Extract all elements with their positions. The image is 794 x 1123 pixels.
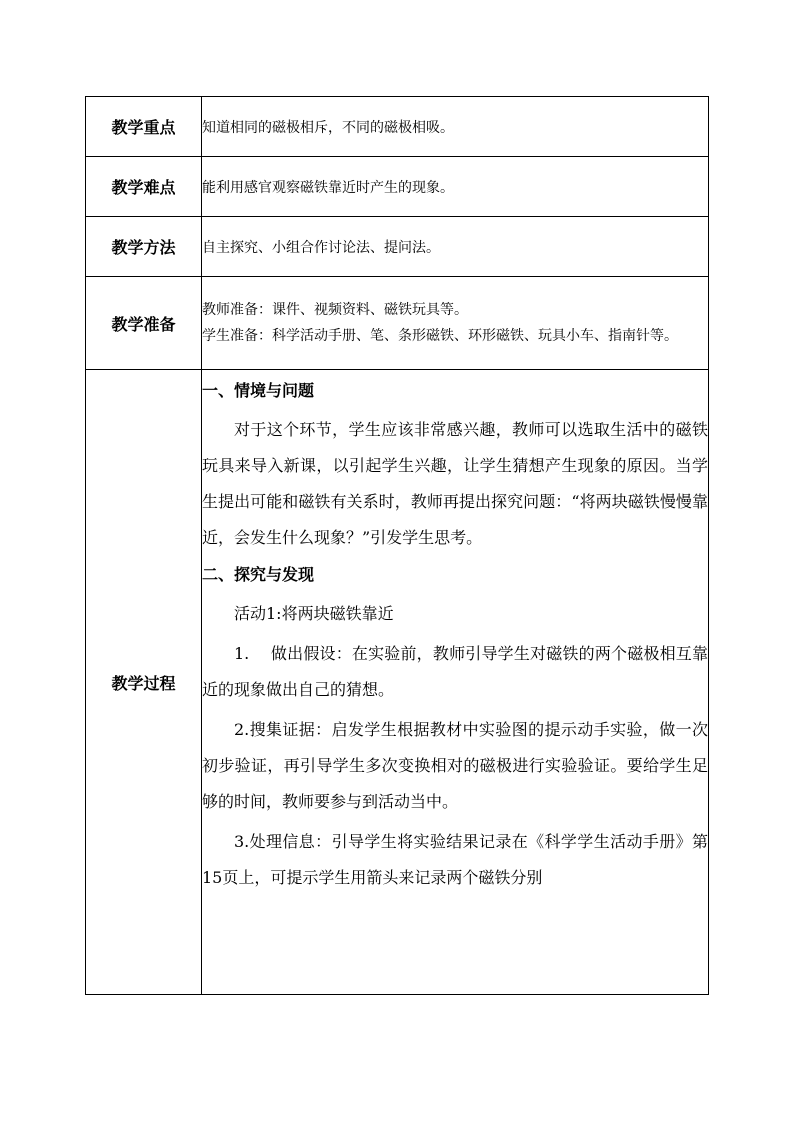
row-difficulties — [86, 157, 709, 217]
key-points-label: 教学重点 — [86, 97, 202, 157]
process-cell — [202, 370, 709, 995]
step-1-paragraph: 1. 做出假设：在实验前，教师引导学生对磁铁的两个磁极相互靠近的现象做出自己的猜想。 — [202, 644, 708, 699]
difficulties-text: 能利用感官观察磁铁靠近时产生的现象。 — [202, 157, 709, 217]
row-process — [86, 370, 709, 995]
step-2-paragraph: 2.搜集证据：启发学生根据教材中实验图的提示动手实验，做一次初步验证，再引导学生多次变换相对的磁极进行实验验证。要给学生足够的时间，教师要参与到活动当中。 — [202, 720, 708, 811]
methods-text: 自主探究、小组合作讨论法、提问法。 — [202, 217, 709, 277]
section-1-paragraph: 对于这个环节，学生应该非常感兴趣，教师可以选取生活中的磁铁玩具来导入新课，以引起学生兴趣，让学生猜想产生现象的原因。当学生提出可能和磁铁有关系时，教师再提出探究问题：“将两块磁铁慢慢靠近，会发生什么现象？”引发学生思考。 — [202, 420, 708, 547]
process-label: 教学过程 — [86, 370, 202, 995]
methods-label: 教学方法 — [86, 217, 202, 277]
teacher-preparation: 教师准备：课件、视频资料、磁铁玩具等。 — [202, 302, 468, 318]
row-key-points — [86, 97, 709, 157]
step-3-paragraph: 3.处理信息：引导学生将实验结果记录在《科学学生活动手册》第15页上，可提示学生用箭头来记录两个磁铁分别 — [202, 832, 708, 887]
key-points-text: 知道相同的磁极相斥，不同的磁极相吸。 — [202, 97, 709, 157]
row-methods — [86, 217, 709, 277]
activity-1-title: 活动1:将两块磁铁靠近 — [234, 604, 394, 623]
lesson-plan-table — [85, 96, 709, 995]
preparation-cell — [202, 277, 709, 370]
row-preparation — [86, 277, 709, 370]
difficulties-label: 教学难点 — [86, 157, 202, 217]
lesson-plan-page — [85, 96, 709, 995]
student-preparation: 学生准备：科学活动手册、笔、条形磁铁、环形磁铁、玩具小车、指南针等。 — [202, 328, 678, 344]
section-2-title: 二、探究与发现 — [202, 565, 315, 584]
section-1-title: 一、情境与问题 — [202, 381, 315, 400]
preparation-label: 教学准备 — [86, 277, 202, 370]
